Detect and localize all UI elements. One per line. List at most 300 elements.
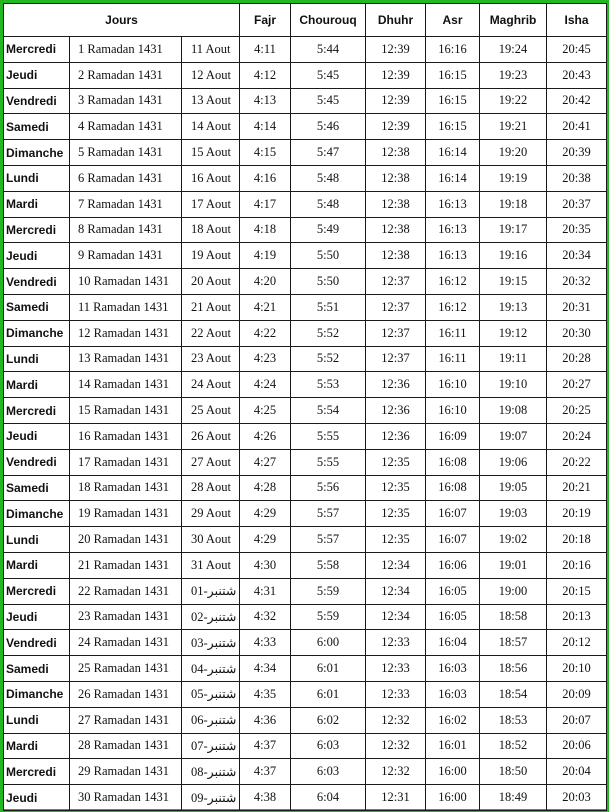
- chourouq-time-cell: 5:53: [291, 372, 366, 398]
- day-cell: Lundi: [4, 346, 70, 372]
- fajr-time-cell: 4:32: [240, 604, 291, 630]
- gregorian-date-cell: 09-شتنبر: [182, 785, 240, 811]
- maghrib-time-cell: 19:11: [480, 346, 547, 372]
- dhuhr-time-cell: 12:38: [366, 243, 426, 269]
- dhuhr-time-cell: 12:37: [366, 269, 426, 295]
- fajr-time-cell: 4:13: [240, 88, 291, 114]
- fajr-time-cell: 4:25: [240, 398, 291, 424]
- chourouq-time-cell: 6:03: [291, 759, 366, 785]
- maghrib-time-cell: 19:08: [480, 398, 547, 424]
- table-row: [4, 759, 607, 785]
- hijri-date-cell: 30 Ramadan 1431: [70, 785, 182, 811]
- dhuhr-time-cell: 12:35: [366, 527, 426, 553]
- chourouq-time-cell: 5:51: [291, 294, 366, 320]
- hijri-date-cell: 19 Ramadan 1431: [70, 501, 182, 527]
- asr-time-cell: 16:00: [426, 785, 480, 811]
- maghrib-time-cell: 19:06: [480, 449, 547, 475]
- gregorian-date-cell: 27 Aout: [182, 449, 240, 475]
- day-cell: Dimanche: [4, 320, 70, 346]
- asr-time-cell: 16:13: [426, 191, 480, 217]
- isha-time-cell: 20:45: [547, 37, 607, 63]
- hijri-date-cell: 29 Ramadan 1431: [70, 759, 182, 785]
- chourouq-time-cell: 5:59: [291, 604, 366, 630]
- dhuhr-time-cell: 12:35: [366, 501, 426, 527]
- asr-time-cell: 16:07: [426, 501, 480, 527]
- dhuhr-time-cell: 12:39: [366, 37, 426, 63]
- chourouq-time-cell: 6:04: [291, 785, 366, 811]
- maghrib-time-cell: 19:16: [480, 243, 547, 269]
- isha-time-cell: 20:21: [547, 475, 607, 501]
- asr-time-cell: 16:13: [426, 243, 480, 269]
- asr-time-cell: 16:08: [426, 449, 480, 475]
- chourouq-time-cell: 5:50: [291, 243, 366, 269]
- day-cell: Samedi: [4, 475, 70, 501]
- asr-time-cell: 16:08: [426, 475, 480, 501]
- chourouq-time-cell: 5:52: [291, 346, 366, 372]
- chourouq-time-cell: 5:48: [291, 191, 366, 217]
- chourouq-time-cell: 5:46: [291, 114, 366, 140]
- maghrib-time-cell: 19:10: [480, 372, 547, 398]
- fajr-time-cell: 4:31: [240, 578, 291, 604]
- table-row: [4, 88, 607, 114]
- hijri-date-cell: 14 Ramadan 1431: [70, 372, 182, 398]
- isha-time-cell: 20:37: [547, 191, 607, 217]
- day-cell: Mercredi: [4, 217, 70, 243]
- dhuhr-time-cell: 12:34: [366, 578, 426, 604]
- gregorian-date-cell: 15 Aout: [182, 140, 240, 166]
- prayer-timetable: [3, 3, 607, 811]
- isha-time-cell: 20:32: [547, 269, 607, 295]
- chourouq-time-cell: 5:54: [291, 398, 366, 424]
- hijri-date-cell: 28 Ramadan 1431: [70, 733, 182, 759]
- maghrib-time-cell: 18:56: [480, 656, 547, 682]
- chourouq-time-cell: 5:55: [291, 449, 366, 475]
- isha-time-cell: 20:30: [547, 320, 607, 346]
- fajr-time-cell: 4:22: [240, 320, 291, 346]
- gregorian-date-cell: 14 Aout: [182, 114, 240, 140]
- day-cell: Vendredi: [4, 630, 70, 656]
- asr-time-cell: 16:06: [426, 552, 480, 578]
- day-cell: Mardi: [4, 552, 70, 578]
- hijri-date-cell: 5 Ramadan 1431: [70, 140, 182, 166]
- maghrib-time-cell: 18:53: [480, 707, 547, 733]
- fajr-time-cell: 4:37: [240, 759, 291, 785]
- fajr-time-cell: 4:24: [240, 372, 291, 398]
- table-row: [4, 346, 607, 372]
- isha-time-cell: 20:03: [547, 785, 607, 811]
- hijri-date-cell: 9 Ramadan 1431: [70, 243, 182, 269]
- gregorian-date-cell: 02-شتنبر: [182, 604, 240, 630]
- chourouq-time-cell: 5:58: [291, 552, 366, 578]
- day-cell: Jeudi: [4, 62, 70, 88]
- asr-time-cell: 16:11: [426, 346, 480, 372]
- hijri-date-cell: 20 Ramadan 1431: [70, 527, 182, 553]
- dhuhr-time-cell: 12:32: [366, 759, 426, 785]
- maghrib-time-cell: 19:21: [480, 114, 547, 140]
- asr-time-cell: 16:15: [426, 114, 480, 140]
- table-row: [4, 372, 607, 398]
- hijri-date-cell: 24 Ramadan 1431: [70, 630, 182, 656]
- dhuhr-time-cell: 12:37: [366, 320, 426, 346]
- day-cell: Lundi: [4, 707, 70, 733]
- fajr-time-cell: 4:27: [240, 449, 291, 475]
- fajr-time-cell: 4:26: [240, 423, 291, 449]
- isha-time-cell: 20:22: [547, 449, 607, 475]
- maghrib-time-cell: 19:01: [480, 552, 547, 578]
- chourouq-time-cell: 5:48: [291, 165, 366, 191]
- fajr-time-cell: 4:21: [240, 294, 291, 320]
- fajr-time-cell: 4:36: [240, 707, 291, 733]
- hijri-date-cell: 25 Ramadan 1431: [70, 656, 182, 682]
- gregorian-date-cell: 20 Aout: [182, 269, 240, 295]
- day-cell: Dimanche: [4, 681, 70, 707]
- hijri-date-cell: 10 Ramadan 1431: [70, 269, 182, 295]
- maghrib-time-cell: 19:19: [480, 165, 547, 191]
- day-cell: Jeudi: [4, 785, 70, 811]
- isha-time-cell: 20:24: [547, 423, 607, 449]
- hijri-date-cell: 27 Ramadan 1431: [70, 707, 182, 733]
- chourouq-time-cell: 5:56: [291, 475, 366, 501]
- table-row: [4, 114, 607, 140]
- isha-time-cell: 20:10: [547, 656, 607, 682]
- fajr-time-cell: 4:11: [240, 37, 291, 63]
- gregorian-date-cell: 31 Aout: [182, 552, 240, 578]
- dhuhr-time-cell: 12:32: [366, 733, 426, 759]
- table-row: [4, 552, 607, 578]
- asr-time-cell: 16:14: [426, 165, 480, 191]
- chourouq-time-cell: 5:45: [291, 88, 366, 114]
- gregorian-date-cell: 11 Aout: [182, 37, 240, 63]
- dhuhr-time-cell: 12:31: [366, 785, 426, 811]
- fajr-time-cell: 4:19: [240, 243, 291, 269]
- asr-time-cell: 16:15: [426, 62, 480, 88]
- asr-time-cell: 16:12: [426, 269, 480, 295]
- day-cell: Lundi: [4, 165, 70, 191]
- gregorian-date-cell: 07-شتنبر: [182, 733, 240, 759]
- table-row: [4, 604, 607, 630]
- maghrib-time-cell: 19:00: [480, 578, 547, 604]
- fajr-time-cell: 4:17: [240, 191, 291, 217]
- table-row: [4, 707, 607, 733]
- dhuhr-time-cell: 12:35: [366, 449, 426, 475]
- table-row: [4, 785, 607, 811]
- hijri-date-cell: 11 Ramadan 1431: [70, 294, 182, 320]
- hijri-date-cell: 3 Ramadan 1431: [70, 88, 182, 114]
- fajr-time-cell: 4:18: [240, 217, 291, 243]
- table-row: [4, 449, 607, 475]
- asr-time-cell: 16:10: [426, 372, 480, 398]
- maghrib-time-cell: 18:50: [480, 759, 547, 785]
- maghrib-time-cell: 19:20: [480, 140, 547, 166]
- isha-time-cell: 20:41: [547, 114, 607, 140]
- chourouq-time-cell: 5:45: [291, 62, 366, 88]
- hijri-date-cell: 15 Ramadan 1431: [70, 398, 182, 424]
- maghrib-time-cell: 18:58: [480, 604, 547, 630]
- maghrib-time-cell: 19:13: [480, 294, 547, 320]
- table-row: [4, 37, 607, 63]
- hijri-date-cell: 4 Ramadan 1431: [70, 114, 182, 140]
- day-cell: Vendredi: [4, 449, 70, 475]
- fajr-time-cell: 4:38: [240, 785, 291, 811]
- fajr-time-cell: 4:29: [240, 527, 291, 553]
- isha-time-cell: 20:43: [547, 62, 607, 88]
- table-row: [4, 527, 607, 553]
- fajr-time-cell: 4:20: [240, 269, 291, 295]
- day-cell: Mardi: [4, 191, 70, 217]
- day-cell: Dimanche: [4, 501, 70, 527]
- gregorian-date-cell: 19 Aout: [182, 243, 240, 269]
- hijri-date-cell: 26 Ramadan 1431: [70, 681, 182, 707]
- maghrib-time-cell: 19:02: [480, 527, 547, 553]
- maghrib-time-cell: 18:49: [480, 785, 547, 811]
- fajr-time-cell: 4:37: [240, 733, 291, 759]
- isha-time-cell: 20:13: [547, 604, 607, 630]
- isha-time-cell: 20:42: [547, 88, 607, 114]
- gregorian-date-cell: 16 Aout: [182, 165, 240, 191]
- asr-time-cell: 16:05: [426, 578, 480, 604]
- dhuhr-time-cell: 12:36: [366, 372, 426, 398]
- day-cell: Samedi: [4, 294, 70, 320]
- gregorian-date-cell: 28 Aout: [182, 475, 240, 501]
- isha-time-cell: 20:31: [547, 294, 607, 320]
- gregorian-date-cell: 01-شتنبر: [182, 578, 240, 604]
- maghrib-time-cell: 18:57: [480, 630, 547, 656]
- fajr-time-cell: 4:30: [240, 552, 291, 578]
- day-cell: Dimanche: [4, 140, 70, 166]
- day-cell: Mardi: [4, 733, 70, 759]
- dhuhr-time-cell: 12:38: [366, 191, 426, 217]
- hijri-date-cell: 12 Ramadan 1431: [70, 320, 182, 346]
- hijri-date-cell: 2 Ramadan 1431: [70, 62, 182, 88]
- day-cell: Mercredi: [4, 398, 70, 424]
- maghrib-time-cell: 19:18: [480, 191, 547, 217]
- hijri-date-cell: 21 Ramadan 1431: [70, 552, 182, 578]
- fajr-time-cell: 4:14: [240, 114, 291, 140]
- isha-time-cell: 20:15: [547, 578, 607, 604]
- day-cell: Jeudi: [4, 243, 70, 269]
- isha-time-cell: 20:28: [547, 346, 607, 372]
- table-row: [4, 475, 607, 501]
- asr-time-cell: 16:11: [426, 320, 480, 346]
- asr-time-cell: 16:02: [426, 707, 480, 733]
- table-row: [4, 269, 607, 295]
- asr-time-cell: 16:16: [426, 37, 480, 63]
- chourouq-time-cell: 6:02: [291, 707, 366, 733]
- maghrib-time-cell: 19:17: [480, 217, 547, 243]
- dhuhr-time-cell: 12:37: [366, 346, 426, 372]
- table-row: [4, 62, 607, 88]
- maghrib-time-cell: 18:52: [480, 733, 547, 759]
- table-row: [4, 578, 607, 604]
- day-cell: Lundi: [4, 527, 70, 553]
- dhuhr-time-cell: 12:39: [366, 88, 426, 114]
- hijri-date-cell: 6 Ramadan 1431: [70, 165, 182, 191]
- chourouq-time-cell: 6:01: [291, 656, 366, 682]
- fajr-time-cell: 4:16: [240, 165, 291, 191]
- dhuhr-time-cell: 12:34: [366, 552, 426, 578]
- day-cell: Mercredi: [4, 37, 70, 63]
- day-cell: Vendredi: [4, 269, 70, 295]
- fajr-time-cell: 4:35: [240, 681, 291, 707]
- fajr-time-cell: 4:15: [240, 140, 291, 166]
- asr-time-cell: 16:14: [426, 140, 480, 166]
- table-row: [4, 501, 607, 527]
- fajr-time-cell: 4:34: [240, 656, 291, 682]
- dhuhr-time-cell: 12:33: [366, 630, 426, 656]
- asr-time-cell: 16:01: [426, 733, 480, 759]
- isha-time-cell: 20:25: [547, 398, 607, 424]
- table-row: [4, 398, 607, 424]
- table-row: [4, 320, 607, 346]
- day-cell: Mardi: [4, 372, 70, 398]
- chourouq-time-cell: 5:57: [291, 527, 366, 553]
- gregorian-date-cell: 24 Aout: [182, 372, 240, 398]
- table-row: [4, 423, 607, 449]
- maghrib-time-cell: 19:12: [480, 320, 547, 346]
- table-row: [4, 165, 607, 191]
- dhuhr-time-cell: 12:32: [366, 707, 426, 733]
- chourouq-time-cell: 6:01: [291, 681, 366, 707]
- isha-time-cell: 20:38: [547, 165, 607, 191]
- hijri-date-cell: 7 Ramadan 1431: [70, 191, 182, 217]
- table-row: [4, 630, 607, 656]
- asr-time-cell: 16:00: [426, 759, 480, 785]
- fajr-time-cell: 4:33: [240, 630, 291, 656]
- isha-time-cell: 20:06: [547, 733, 607, 759]
- chourouq-time-cell: 5:55: [291, 423, 366, 449]
- asr-time-cell: 16:09: [426, 423, 480, 449]
- gregorian-date-cell: 18 Aout: [182, 217, 240, 243]
- asr-time-cell: 16:13: [426, 217, 480, 243]
- gregorian-date-cell: 08-شتنبر: [182, 759, 240, 785]
- chourouq-time-cell: 5:47: [291, 140, 366, 166]
- isha-time-cell: 20:09: [547, 681, 607, 707]
- fajr-time-cell: 4:23: [240, 346, 291, 372]
- gregorian-date-cell: 29 Aout: [182, 501, 240, 527]
- hijri-date-cell: 18 Ramadan 1431: [70, 475, 182, 501]
- gregorian-date-cell: 26 Aout: [182, 423, 240, 449]
- chourouq-time-cell: 5:52: [291, 320, 366, 346]
- asr-time-cell: 16:07: [426, 527, 480, 553]
- dhuhr-time-cell: 12:38: [366, 217, 426, 243]
- chourouq-time-cell: 5:50: [291, 269, 366, 295]
- header-asr: Asr: [426, 4, 480, 37]
- dhuhr-time-cell: 12:34: [366, 604, 426, 630]
- header-maghrib: Maghrib: [480, 4, 547, 37]
- dhuhr-time-cell: 12:39: [366, 114, 426, 140]
- maghrib-time-cell: 19:22: [480, 88, 547, 114]
- fajr-time-cell: 4:28: [240, 475, 291, 501]
- gregorian-date-cell: 03-شتنبر: [182, 630, 240, 656]
- gregorian-date-cell: 13 Aout: [182, 88, 240, 114]
- maghrib-time-cell: 19:05: [480, 475, 547, 501]
- asr-time-cell: 16:15: [426, 88, 480, 114]
- gregorian-date-cell: 04-شتنبر: [182, 656, 240, 682]
- chourouq-time-cell: 6:03: [291, 733, 366, 759]
- gregorian-date-cell: 17 Aout: [182, 191, 240, 217]
- maghrib-time-cell: 19:03: [480, 501, 547, 527]
- header-chourouq: Chourouq: [291, 4, 366, 37]
- day-cell: Samedi: [4, 114, 70, 140]
- table-row: [4, 294, 607, 320]
- isha-time-cell: 20:39: [547, 140, 607, 166]
- hijri-date-cell: 23 Ramadan 1431: [70, 604, 182, 630]
- asr-time-cell: 16:12: [426, 294, 480, 320]
- maghrib-time-cell: 19:24: [480, 37, 547, 63]
- day-cell: Mercredi: [4, 578, 70, 604]
- hijri-date-cell: 1 Ramadan 1431: [70, 37, 182, 63]
- isha-time-cell: 20:18: [547, 527, 607, 553]
- day-cell: Jeudi: [4, 604, 70, 630]
- asr-time-cell: 16:04: [426, 630, 480, 656]
- maghrib-time-cell: 19:15: [480, 269, 547, 295]
- isha-time-cell: 20:35: [547, 217, 607, 243]
- dhuhr-time-cell: 12:38: [366, 165, 426, 191]
- isha-time-cell: 20:12: [547, 630, 607, 656]
- gregorian-date-cell: 30 Aout: [182, 527, 240, 553]
- fajr-time-cell: 4:29: [240, 501, 291, 527]
- isha-time-cell: 20:04: [547, 759, 607, 785]
- table-row: [4, 191, 607, 217]
- day-cell: Jeudi: [4, 423, 70, 449]
- dhuhr-time-cell: 12:35: [366, 475, 426, 501]
- asr-time-cell: 16:03: [426, 656, 480, 682]
- day-cell: Vendredi: [4, 88, 70, 114]
- table-row: [4, 217, 607, 243]
- dhuhr-time-cell: 12:38: [366, 140, 426, 166]
- table-row: [4, 140, 607, 166]
- day-cell: Samedi: [4, 656, 70, 682]
- table-row: [4, 681, 607, 707]
- dhuhr-time-cell: 12:37: [366, 294, 426, 320]
- isha-time-cell: 20:19: [547, 501, 607, 527]
- maghrib-time-cell: 18:54: [480, 681, 547, 707]
- header-isha: Isha: [547, 4, 607, 37]
- dhuhr-time-cell: 12:36: [366, 398, 426, 424]
- table-row: [4, 656, 607, 682]
- isha-time-cell: 20:27: [547, 372, 607, 398]
- hijri-date-cell: 13 Ramadan 1431: [70, 346, 182, 372]
- asr-time-cell: 16:05: [426, 604, 480, 630]
- hijri-date-cell: 17 Ramadan 1431: [70, 449, 182, 475]
- isha-time-cell: 20:34: [547, 243, 607, 269]
- header-dhuhr: Dhuhr: [366, 4, 426, 37]
- dhuhr-time-cell: 12:33: [366, 656, 426, 682]
- chourouq-time-cell: 5:44: [291, 37, 366, 63]
- hijri-date-cell: 22 Ramadan 1431: [70, 578, 182, 604]
- gregorian-date-cell: 23 Aout: [182, 346, 240, 372]
- isha-time-cell: 20:07: [547, 707, 607, 733]
- asr-time-cell: 16:10: [426, 398, 480, 424]
- dhuhr-time-cell: 12:36: [366, 423, 426, 449]
- header-fajr: Fajr: [240, 4, 291, 37]
- gregorian-date-cell: 06-شتنبر: [182, 707, 240, 733]
- day-cell: Mercredi: [4, 759, 70, 785]
- chourouq-time-cell: 5:49: [291, 217, 366, 243]
- table-row: [4, 243, 607, 269]
- fajr-time-cell: 4:12: [240, 62, 291, 88]
- asr-time-cell: 16:03: [426, 681, 480, 707]
- hijri-date-cell: 16 Ramadan 1431: [70, 423, 182, 449]
- gregorian-date-cell: 21 Aout: [182, 294, 240, 320]
- maghrib-time-cell: 19:07: [480, 423, 547, 449]
- chourouq-time-cell: 5:57: [291, 501, 366, 527]
- gregorian-date-cell: 12 Aout: [182, 62, 240, 88]
- maghrib-time-cell: 19:23: [480, 62, 547, 88]
- chourouq-time-cell: 5:59: [291, 578, 366, 604]
- gregorian-date-cell: 05-شتنبر: [182, 681, 240, 707]
- chourouq-time-cell: 6:00: [291, 630, 366, 656]
